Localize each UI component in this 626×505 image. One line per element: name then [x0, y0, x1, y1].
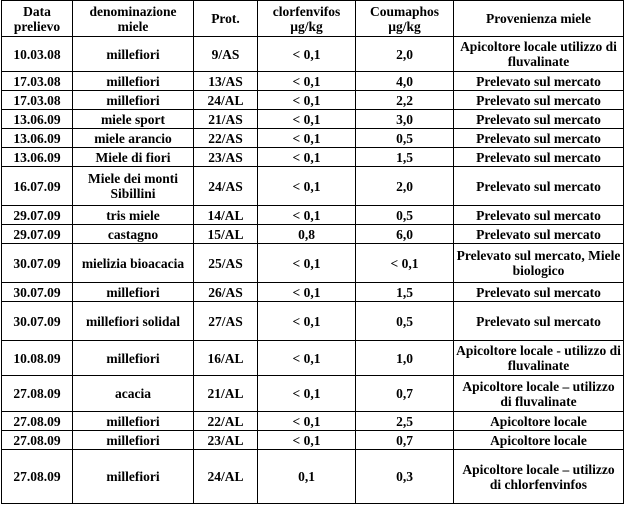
table-row [2, 431, 624, 450]
cell-date: 30.07.09 [2, 283, 73, 302]
cell-honey-name: millefiori solidal [73, 302, 194, 341]
cell-coumaphos: 1,5 [356, 283, 454, 302]
cell-prot: 25/AS [194, 244, 258, 283]
cell-date: 13.06.09 [2, 110, 73, 129]
cell-provenance: Prelevato sul mercato [454, 302, 624, 341]
table-header-row [2, 1, 624, 37]
cell-prot: 24/AS [194, 167, 258, 206]
table-row [2, 376, 624, 412]
cell-honey-name: tris miele [73, 206, 194, 225]
cell-provenance: Apicoltore locale utilizzo di fluvalinate [454, 37, 624, 72]
cell-provenance: Prelevato sul mercato, Miele biologico [454, 244, 624, 283]
cell-provenance: Prelevato sul mercato [454, 167, 624, 206]
cell-coumaphos: 4,0 [356, 72, 454, 91]
cell-provenance: Prelevato sul mercato [454, 110, 624, 129]
table-row [2, 450, 624, 504]
cell-date: 10.08.09 [2, 341, 73, 376]
table-row [2, 341, 624, 376]
cell-date: 27.08.09 [2, 450, 73, 504]
cell-coumaphos: 2,2 [356, 91, 454, 110]
cell-date: 10.03.08 [2, 37, 73, 72]
cell-clorfenvifos: < 0,1 [258, 148, 356, 167]
cell-coumaphos: 3,0 [356, 110, 454, 129]
cell-coumaphos: 1,0 [356, 341, 454, 376]
table-row [2, 110, 624, 129]
cell-date: 17.03.08 [2, 91, 73, 110]
cell-clorfenvifos: < 0,1 [258, 91, 356, 110]
header-clorfenvifos: clorfenvifos µg/kg [258, 1, 356, 37]
cell-date: 29.07.09 [2, 225, 73, 244]
cell-prot: 16/AL [194, 341, 258, 376]
cell-provenance: Prelevato sul mercato [454, 206, 624, 225]
cell-date: 13.06.09 [2, 129, 73, 148]
table-row [2, 148, 624, 167]
cell-provenance: Prelevato sul mercato [454, 72, 624, 91]
cell-clorfenvifos: < 0,1 [258, 129, 356, 148]
cell-prot: 26/AS [194, 283, 258, 302]
cell-clorfenvifos: < 0,1 [258, 341, 356, 376]
cell-clorfenvifos: < 0,1 [258, 283, 356, 302]
cell-honey-name: millefiori [73, 341, 194, 376]
cell-provenance: Apicoltore locale [454, 431, 624, 450]
header-data-prelievo: Data prelievo [2, 1, 73, 37]
cell-prot: 21/AS [194, 110, 258, 129]
cell-honey-name: miele arancio [73, 129, 194, 148]
cell-honey-name: millefiori [73, 37, 194, 72]
cell-honey-name: castagno [73, 225, 194, 244]
cell-provenance: Prelevato sul mercato [454, 283, 624, 302]
table-row [2, 302, 624, 341]
cell-honey-name: millefiori [73, 72, 194, 91]
cell-prot: 23/AS [194, 148, 258, 167]
cell-honey-name: millefiori [73, 91, 194, 110]
cell-date: 27.08.09 [2, 412, 73, 431]
cell-clorfenvifos: 0,1 [258, 450, 356, 504]
cell-honey-name: Miele di fiori [73, 148, 194, 167]
cell-date: 30.07.09 [2, 244, 73, 283]
cell-clorfenvifos: < 0,1 [258, 110, 356, 129]
cell-coumaphos: 1,5 [356, 148, 454, 167]
cell-prot: 23/AL [194, 431, 258, 450]
cell-date: 17.03.08 [2, 72, 73, 91]
header-prot: Prot. [194, 1, 258, 37]
header-denominazione-miele: denominazione miele [73, 1, 194, 37]
cell-date: 30.07.09 [2, 302, 73, 341]
cell-clorfenvifos: < 0,1 [258, 431, 356, 450]
cell-provenance: Prelevato sul mercato [454, 129, 624, 148]
cell-clorfenvifos: 0,8 [258, 225, 356, 244]
cell-coumaphos: 0,5 [356, 129, 454, 148]
cell-prot: 22/AL [194, 412, 258, 431]
table-row [2, 167, 624, 206]
table-row [2, 225, 624, 244]
cell-coumaphos: 2,5 [356, 412, 454, 431]
cell-clorfenvifos: < 0,1 [258, 167, 356, 206]
cell-honey-name: millefiori [73, 431, 194, 450]
honey-residue-table [1, 0, 624, 504]
cell-honey-name: acacia [73, 376, 194, 412]
table-row [2, 37, 624, 72]
cell-coumaphos: 0,3 [356, 450, 454, 504]
cell-prot: 14/AL [194, 206, 258, 225]
cell-coumaphos: 0,7 [356, 431, 454, 450]
cell-prot: 21/AL [194, 376, 258, 412]
cell-clorfenvifos: < 0,1 [258, 412, 356, 431]
cell-coumaphos: 0,7 [356, 376, 454, 412]
cell-coumaphos: 0,5 [356, 206, 454, 225]
cell-date: 27.08.09 [2, 376, 73, 412]
cell-provenance: Prelevato sul mercato [454, 225, 624, 244]
cell-clorfenvifos: < 0,1 [258, 302, 356, 341]
cell-coumaphos: < 0,1 [356, 244, 454, 283]
cell-honey-name: millefiori [73, 450, 194, 504]
cell-clorfenvifos: < 0,1 [258, 72, 356, 91]
table-row [2, 244, 624, 283]
cell-coumaphos: 6,0 [356, 225, 454, 244]
cell-prot: 27/AS [194, 302, 258, 341]
cell-clorfenvifos: < 0,1 [258, 376, 356, 412]
cell-coumaphos: 2,0 [356, 167, 454, 206]
cell-coumaphos: 2,0 [356, 37, 454, 72]
cell-clorfenvifos: < 0,1 [258, 206, 356, 225]
table-row [2, 91, 624, 110]
cell-date: 27.08.09 [2, 431, 73, 450]
cell-honey-name: millefiori [73, 283, 194, 302]
table-row [2, 412, 624, 431]
cell-provenance: Apicoltore locale - utilizzo di fluvalinate [454, 341, 624, 376]
header-provenienza-miele: Provenienza miele [454, 1, 624, 37]
cell-prot: 9/AS [194, 37, 258, 72]
cell-prot: 15/AL [194, 225, 258, 244]
table-row [2, 206, 624, 225]
cell-prot: 24/AL [194, 91, 258, 110]
cell-prot: 13/AS [194, 72, 258, 91]
cell-coumaphos: 0,5 [356, 302, 454, 341]
cell-provenance: Apicoltore locale [454, 412, 624, 431]
table-row [2, 129, 624, 148]
cell-date: 16.07.09 [2, 167, 73, 206]
cell-honey-name: mielizia bioacacia [73, 244, 194, 283]
cell-clorfenvifos: < 0,1 [258, 37, 356, 72]
cell-date: 29.07.09 [2, 206, 73, 225]
cell-date: 13.06.09 [2, 148, 73, 167]
cell-prot: 22/AS [194, 129, 258, 148]
cell-honey-name: millefiori [73, 412, 194, 431]
cell-honey-name: Miele dei monti Sibillini [73, 167, 194, 206]
table-row [2, 283, 624, 302]
cell-prot: 24/AL [194, 450, 258, 504]
cell-provenance: Prelevato sul mercato [454, 148, 624, 167]
cell-provenance: Apicoltore locale – utilizzo di fluvalinate [454, 376, 624, 412]
cell-provenance: Apicoltore locale – utilizzo di chlorfenvinfos [454, 450, 624, 504]
table-row [2, 72, 624, 91]
cell-clorfenvifos: < 0,1 [258, 244, 356, 283]
cell-honey-name: miele sport [73, 110, 194, 129]
cell-provenance: Prelevato sul mercato [454, 91, 624, 110]
header-coumaphos: Coumaphos µg/kg [356, 1, 454, 37]
